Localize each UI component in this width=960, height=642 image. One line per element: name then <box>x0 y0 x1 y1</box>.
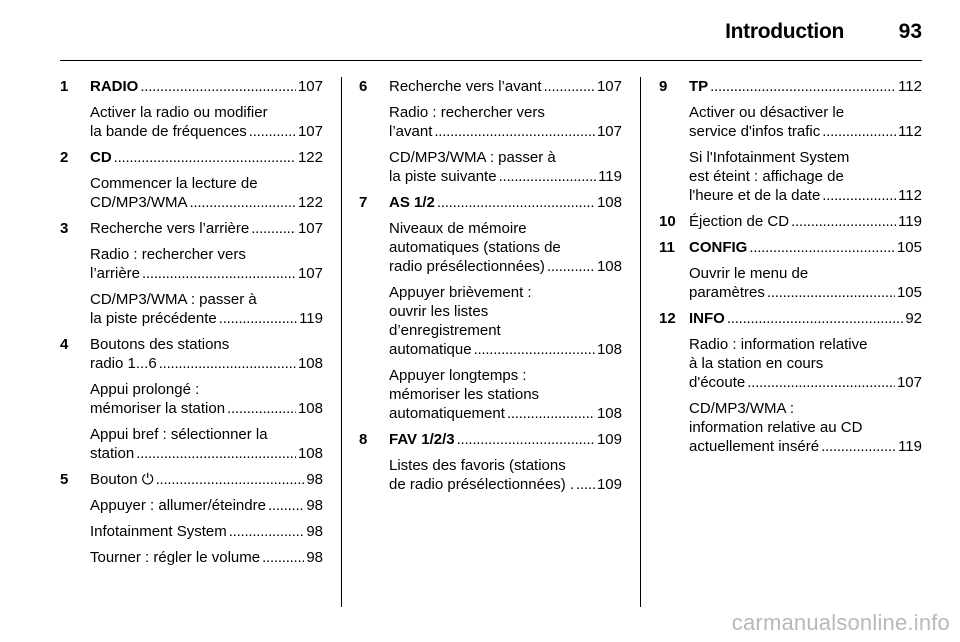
column-2 <box>359 77 622 501</box>
index-entry <box>359 430 622 494</box>
entry-description <box>389 456 622 494</box>
dot-leader <box>434 122 595 141</box>
index-entry <box>60 77 323 141</box>
control-name: RADIO <box>90 78 139 95</box>
entry-description <box>90 425 323 463</box>
control-name: INFO <box>689 310 725 327</box>
entry-text: Bouton ⏻ <box>90 471 154 488</box>
entry-text: d'écoute <box>689 374 746 391</box>
page-reference: 108 <box>297 355 323 372</box>
entry-number: 3 <box>60 220 69 237</box>
entry-description <box>389 366 622 423</box>
control-name: CD <box>90 149 112 166</box>
page-reference: 98 <box>306 523 323 540</box>
page-reference: 107 <box>596 78 622 95</box>
page-reference: 112 <box>898 78 922 95</box>
entry-text: ouvrir les listes <box>389 303 489 320</box>
page-reference: 108 <box>297 445 323 462</box>
index-line <box>689 354 922 373</box>
entry-text: mémoriser les stations <box>389 386 540 403</box>
index-line <box>389 193 622 212</box>
index-entry <box>659 309 922 456</box>
index-line <box>689 283 922 302</box>
entry-text: est éteint : affichage de <box>689 168 844 185</box>
page-reference: 108 <box>297 400 323 417</box>
entry-text: Listes des favoris (stations <box>389 457 566 474</box>
index-line <box>689 212 922 231</box>
index-line <box>90 444 323 463</box>
page-reference: 107 <box>596 123 622 140</box>
index-line <box>689 77 922 96</box>
dot-leader <box>159 354 296 373</box>
index-line <box>90 193 323 212</box>
page-reference: 108 <box>596 258 622 275</box>
page-reference: 119 <box>299 310 323 327</box>
entry-text: Activer ou désactiver le <box>689 104 845 121</box>
index-line <box>90 496 323 515</box>
entry-text: Recherche vers l’arrière <box>90 220 250 237</box>
index-line <box>689 148 922 167</box>
index-line <box>389 148 622 167</box>
entry-description <box>389 148 622 186</box>
index-line <box>689 238 922 257</box>
index-line <box>90 354 323 373</box>
dot-leader <box>710 77 896 96</box>
column-divider <box>341 77 342 607</box>
entry-heading <box>389 77 622 96</box>
dot-leader <box>262 548 304 567</box>
page-reference: 112 <box>898 123 922 140</box>
index-line <box>689 399 922 418</box>
index-line <box>689 264 922 283</box>
dot-leader <box>822 122 896 141</box>
dot-leader <box>114 148 296 167</box>
dot-leader <box>437 193 595 212</box>
index-line <box>389 385 622 404</box>
entry-number: 1 <box>60 78 69 95</box>
index-line <box>90 335 323 354</box>
entry-text: Éjection de CD <box>689 213 790 230</box>
index-line <box>389 456 622 475</box>
page-reference: 119 <box>598 168 622 185</box>
entry-number: 2 <box>60 149 69 166</box>
dot-leader <box>499 167 597 186</box>
page-reference: 107 <box>896 374 922 391</box>
entry-number: 10 <box>659 213 676 230</box>
entry-text: automatiques (stations de <box>389 239 561 256</box>
index-line <box>90 309 323 328</box>
dot-leader <box>268 496 304 515</box>
entry-text: mémoriser la station <box>90 400 226 417</box>
index-line <box>389 238 622 257</box>
index-line <box>90 290 323 309</box>
page-header <box>60 0 922 62</box>
page-reference: 105 <box>896 284 922 301</box>
entry-number: 4 <box>60 336 69 353</box>
page-reference: 112 <box>898 187 922 204</box>
dot-leader <box>219 309 297 328</box>
dot-leader <box>822 186 896 205</box>
index-entry <box>60 219 323 328</box>
index-line <box>389 283 622 302</box>
entry-text: Activer la radio ou modifier <box>90 104 268 121</box>
entry-text: la piste précédente <box>90 310 217 327</box>
index-line <box>689 167 922 186</box>
dot-leader <box>227 399 296 418</box>
dot-leader <box>140 77 296 96</box>
page-reference: 107 <box>297 123 323 140</box>
entry-text: CD/MP3/WMA <box>90 194 188 211</box>
entry-heading <box>689 77 922 96</box>
index-line <box>389 340 622 359</box>
entry-text: Appui bref : sélectionner la <box>90 426 268 443</box>
index-line <box>689 103 922 122</box>
entry-text: CD/MP3/WMA : passer à <box>389 149 556 166</box>
dot-leader <box>229 522 305 541</box>
page-reference: 105 <box>896 239 922 256</box>
dot-leader <box>727 309 903 328</box>
entry-text: Niveaux de mémoire <box>389 220 527 237</box>
entry-text: information relative au CD <box>689 419 863 436</box>
index-line <box>90 264 323 283</box>
page-reference: 109 <box>596 476 622 493</box>
index-line <box>389 404 622 423</box>
entry-number: 7 <box>359 194 368 211</box>
entry-number: 8 <box>359 431 368 448</box>
index-entry <box>359 193 622 423</box>
entry-heading <box>90 148 323 167</box>
entry-text: Recherche vers l’avant <box>389 78 542 95</box>
dot-leader <box>249 122 296 141</box>
index-line <box>689 309 922 328</box>
dot-leader <box>457 430 595 449</box>
index-entry <box>659 77 922 205</box>
dot-leader <box>821 437 896 456</box>
index-line <box>389 430 622 449</box>
column-3 <box>659 77 922 463</box>
entry-text: l’arrière <box>90 265 141 282</box>
entry-heading <box>389 430 622 449</box>
entry-text: à la station en cours <box>689 355 824 372</box>
index-line <box>689 186 922 205</box>
control-name: AS 1/2 <box>389 194 435 211</box>
page-reference: 98 <box>306 471 323 488</box>
entry-description <box>90 103 323 141</box>
page-title: Introduction <box>725 20 844 43</box>
index-line <box>90 245 323 264</box>
index-line <box>389 103 622 122</box>
entry-text: Boutons des stations <box>90 336 230 353</box>
entry-text: service d'infos trafic <box>689 123 821 140</box>
index-entry <box>60 470 323 567</box>
page-reference: 92 <box>905 310 922 327</box>
dot-leader <box>544 77 595 96</box>
dot-leader <box>791 212 896 231</box>
page-reference: 107 <box>297 78 323 95</box>
entry-text: automatiquement <box>389 405 505 422</box>
entry-description <box>90 290 323 328</box>
dot-leader <box>142 264 296 283</box>
entry-heading <box>90 77 323 96</box>
index-line <box>389 321 622 340</box>
dot-leader <box>136 444 296 463</box>
index-line <box>90 219 323 238</box>
index-line <box>389 302 622 321</box>
entry-description <box>689 335 922 392</box>
entry-text: radio présélectionnées) <box>389 258 545 275</box>
entry-text: la bande de fréquences <box>90 123 247 140</box>
index-line <box>389 257 622 276</box>
entry-description <box>689 103 922 141</box>
entry-text: de radio présélectionnées) . <box>389 476 575 493</box>
column-divider <box>640 77 641 607</box>
index-line <box>689 373 922 392</box>
entry-text: Ouvrir le menu de <box>689 265 809 282</box>
entry-heading <box>90 335 323 373</box>
entry-description <box>689 399 922 456</box>
watermark: carmanualsonline.info <box>731 610 950 635</box>
entry-number: 11 <box>659 239 675 256</box>
dot-leader <box>749 238 895 257</box>
entry-text: Appuyer longtemps : <box>389 367 527 384</box>
entry-text: l’avant <box>389 123 433 140</box>
index-line <box>689 418 922 437</box>
dot-leader <box>190 193 296 212</box>
entry-text: Radio : rechercher vers <box>90 246 246 263</box>
index-line <box>389 122 622 141</box>
page-reference: 107 <box>297 220 323 237</box>
entry-number: 12 <box>659 310 676 327</box>
page-reference: 98 <box>306 549 323 566</box>
entry-text: CD/MP3/WMA : <box>689 400 795 417</box>
entry-description <box>389 103 622 141</box>
page-reference: 122 <box>297 149 323 166</box>
entry-heading <box>90 470 323 489</box>
index-entry <box>60 335 323 463</box>
index-line <box>90 380 323 399</box>
dot-leader <box>576 475 595 494</box>
entry-text: Tourner : régler le volume <box>90 549 261 566</box>
header-rule <box>60 60 922 61</box>
index-line <box>389 219 622 238</box>
page-reference: 98 <box>306 497 323 514</box>
index-entry <box>659 238 922 302</box>
page-reference: 119 <box>898 213 922 230</box>
index-line <box>689 335 922 354</box>
entry-text: Radio : information relative <box>689 336 868 353</box>
page-reference: 119 <box>898 438 922 455</box>
page-reference: 108 <box>596 405 622 422</box>
dot-leader <box>251 219 296 238</box>
index-line <box>90 522 323 541</box>
entry-description <box>90 380 323 418</box>
entry-number: 9 <box>659 78 668 95</box>
index-entry <box>659 212 922 231</box>
entry-text: automatique <box>389 341 472 358</box>
entry-text: actuellement inséré <box>689 438 820 455</box>
index-line <box>90 122 323 141</box>
index-line <box>389 366 622 385</box>
entry-description <box>389 283 622 359</box>
entry-heading <box>689 212 922 231</box>
entry-number: 5 <box>60 471 69 488</box>
entry-text: Si l'Infotainment System <box>689 149 850 166</box>
entry-heading <box>689 238 922 257</box>
index-line <box>90 399 323 418</box>
index-line <box>389 475 622 494</box>
entry-heading <box>689 309 922 328</box>
entry-text: Infotainment System <box>90 523 227 540</box>
index-line <box>90 174 323 193</box>
entry-description <box>90 245 323 283</box>
control-name: TP <box>689 78 709 95</box>
page-reference: 109 <box>596 431 622 448</box>
index-entry <box>60 148 323 212</box>
entry-heading <box>90 219 323 238</box>
entry-description <box>90 174 323 212</box>
dot-leader <box>474 340 595 359</box>
entry-text: Appuyer brièvement : <box>389 284 532 301</box>
dot-leader <box>547 257 595 276</box>
page-reference: 122 <box>297 194 323 211</box>
entry-text: Appui prolongé : <box>90 381 200 398</box>
index-line <box>90 103 323 122</box>
entry-heading <box>389 193 622 212</box>
page-reference: 108 <box>596 341 622 358</box>
entry-text: paramètres <box>689 284 765 301</box>
entry-number: 6 <box>359 78 368 95</box>
index-line <box>90 425 323 444</box>
entry-description <box>389 219 622 276</box>
entry-text: Commencer la lecture de <box>90 175 258 192</box>
entry-text: station <box>90 445 135 462</box>
dot-leader <box>767 283 895 302</box>
page-number: 93 <box>898 20 922 43</box>
index-line <box>90 148 323 167</box>
entry-text: radio 1...6 <box>90 355 157 372</box>
entry-text: l'heure et de la date <box>689 187 821 204</box>
dot-leader <box>156 470 305 489</box>
entry-text: d’enregistrement <box>389 322 501 339</box>
page-reference: 107 <box>297 265 323 282</box>
entry-text: CD/MP3/WMA : passer à <box>90 291 257 308</box>
index-entry <box>359 77 622 186</box>
entry-description <box>90 522 323 541</box>
index-line <box>90 470 323 489</box>
dot-leader <box>747 373 895 392</box>
page-reference: 108 <box>596 194 622 211</box>
index-line <box>90 77 323 96</box>
entry-description <box>90 548 323 567</box>
column-1 <box>60 77 323 574</box>
index-line <box>389 167 622 186</box>
entry-description <box>90 496 323 515</box>
dot-leader <box>507 404 595 423</box>
control-name: CONFIG <box>689 239 748 256</box>
entry-description <box>689 264 922 302</box>
entry-text: Radio : rechercher vers <box>389 104 545 121</box>
entry-description <box>689 148 922 205</box>
control-name: FAV 1/2/3 <box>389 431 455 448</box>
entry-text: la piste suivante <box>389 168 497 185</box>
index-line <box>90 548 323 567</box>
entry-text: Appuyer : allumer/éteindre <box>90 497 266 514</box>
index-line <box>689 437 922 456</box>
index-line <box>689 122 922 141</box>
index-line <box>389 77 622 96</box>
